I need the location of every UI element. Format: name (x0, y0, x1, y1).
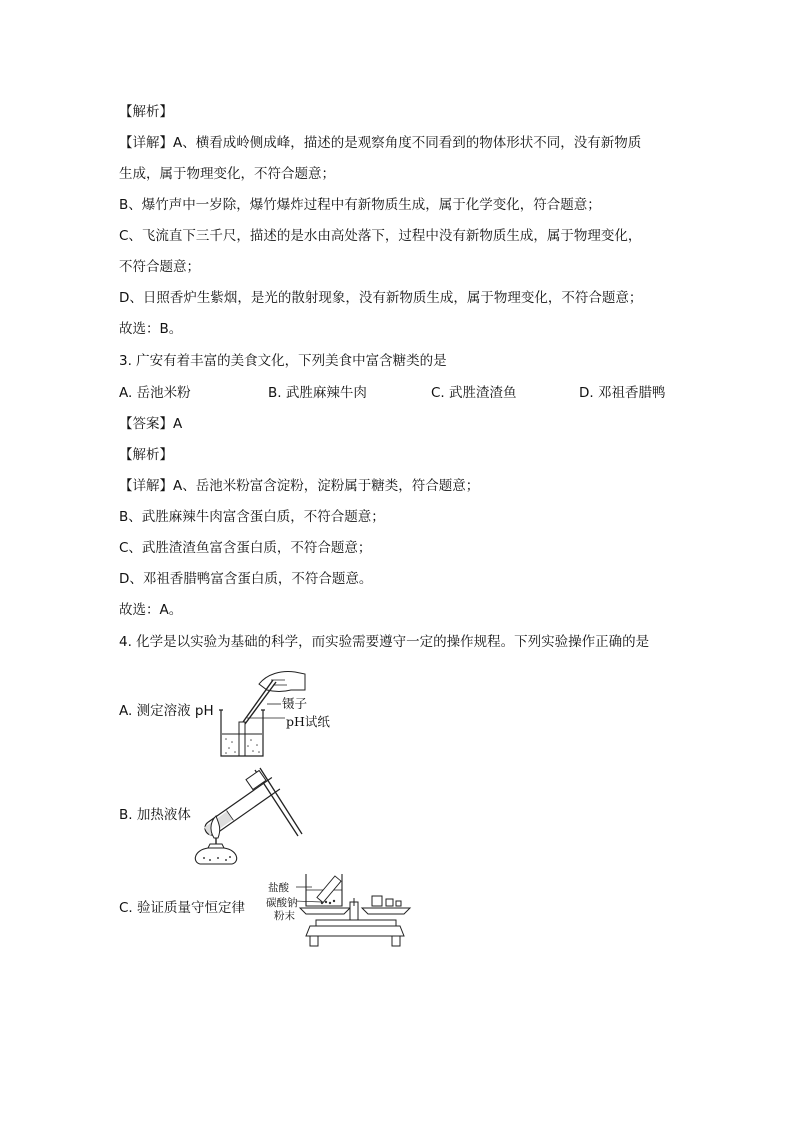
hydrochloric-acid-label: 盐酸 (268, 882, 289, 894)
powder-label: 粉末 (274, 910, 295, 922)
explanation-line: C、武胜渣渣鱼富含蛋白质，不符合题意； (119, 540, 372, 556)
ph-paper-label: pH试纸 (286, 714, 330, 729)
q4-option-c-label: C. 验证质量守恒定律 (119, 900, 246, 916)
question-3-stem: 3. 广安有着丰富的美食文化，下列美食中富含糖类的是 (119, 353, 447, 369)
explanation-line: D、日照香炉生紫烟，是光的散射现象，没有新物质生成，属于物理变化，不符合题意； (119, 290, 643, 306)
analysis-heading-1: 【解析】 (119, 104, 173, 120)
sodium-carbonate-label: 碳酸钠 (266, 897, 298, 909)
explanation-line: B、武胜麻辣牛肉富含蛋白质，不符合题意； (119, 509, 385, 525)
answer-choice-line: 故选：B。 (119, 321, 183, 337)
explanation-line: 【详解】A、岳池米粉富含淀粉，淀粉属于糖类，符合题意； (119, 478, 480, 494)
explanation-line: 不符合题意； (119, 259, 200, 275)
explanation-line: D、邓祖香腊鸭富含蛋白质，不符合题意。 (119, 571, 373, 587)
tweezers-label: 镊子 (282, 696, 308, 711)
explanation-line: B、爆竹声中一岁除，爆竹爆炸过程中有新物质生成，属于化学变化，符合题意； (119, 197, 601, 213)
q3-option-c: C. 武胜渣渣鱼 (431, 385, 517, 401)
explanation-line: 【详解】A、横看成岭侧成峰，描述的是观察角度不同看到的物体形状不同，没有新物质 (119, 135, 642, 151)
explanation-line: C、飞流直下三千尺，描述的是水由高处落下，过程中没有新物质生成，属于物理变化， (119, 228, 642, 244)
q4-option-b-label: B. 加热液体 (119, 807, 191, 823)
answer-line: 【答案】A (119, 416, 183, 432)
question-4-stem: 4. 化学是以实验为基础的科学，而实验需要遵守一定的操作规程。下列实验操作正确的是 (119, 634, 650, 650)
mass-conservation-illustration (296, 866, 414, 950)
explanation-line: 生成，属于物理变化，不符合题意； (119, 166, 335, 182)
heating-liquid-illustration (190, 758, 310, 868)
answer-choice-line: 故选：A。 (119, 602, 183, 618)
q3-option-b: B. 武胜麻辣牛肉 (268, 385, 367, 401)
q3-option-a: A. 岳池米粉 (119, 385, 191, 401)
analysis-heading-2: 【解析】 (119, 447, 173, 463)
q4-option-a-label: A. 测定溶液 pH (119, 703, 214, 719)
q3-option-d: D. 邓祖香腊鸭 (579, 385, 666, 401)
